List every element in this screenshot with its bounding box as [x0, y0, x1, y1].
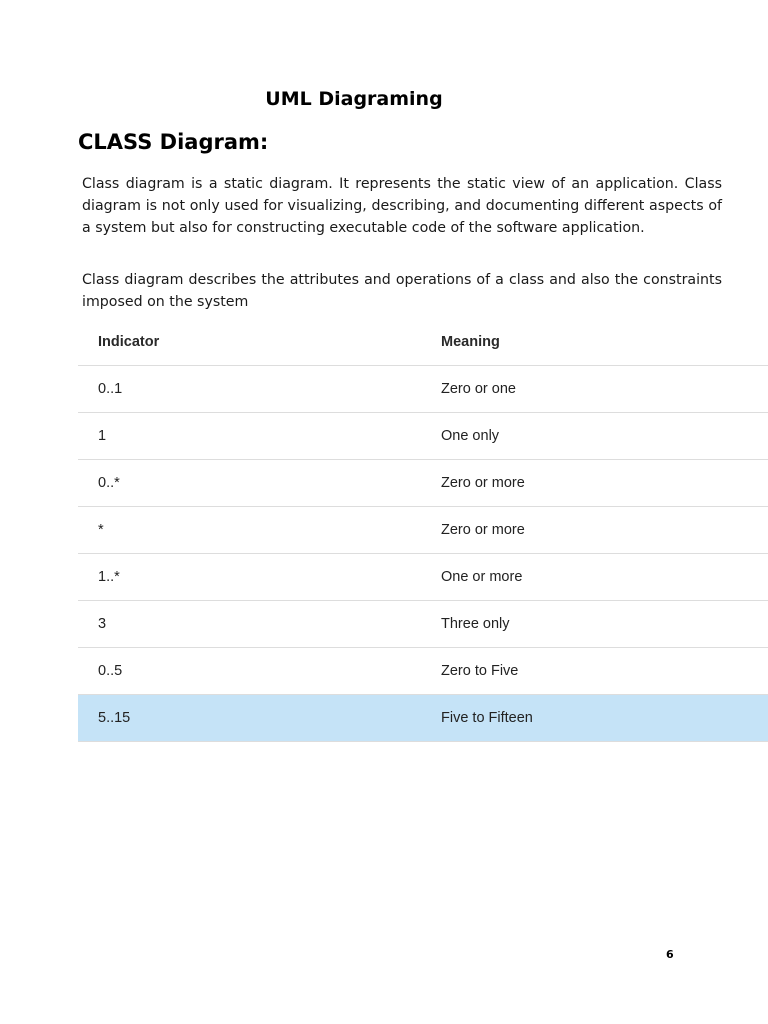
multiplicity-table	[78, 318, 768, 742]
header-indicator: Indicator	[78, 318, 421, 366]
indicator-cell: 1..*	[78, 554, 421, 601]
table-header-row	[78, 318, 768, 366]
table-row	[78, 413, 768, 460]
header-meaning: Meaning	[421, 318, 768, 366]
indicator-cell: 0..5	[78, 648, 421, 695]
meaning-cell: Zero or one	[421, 366, 768, 413]
indicator-cell: 0..1	[78, 366, 421, 413]
intro-paragraph: Class diagram is a static diagram. It represents the static view of an application. Class diagram is not only used for visualizing, describing, and documenting different aspects of a system but also for constructing executable code of the software application.	[82, 176, 722, 236]
meaning-cell: Five to Fifteen	[421, 695, 768, 742]
document-title: UML Diagraming	[265, 88, 443, 110]
table-row	[78, 648, 768, 695]
page-number: 6	[666, 948, 674, 961]
meaning-cell: Three only	[421, 601, 768, 648]
table-row	[78, 460, 768, 507]
indicator-cell: 3	[78, 601, 421, 648]
meaning-cell: One only	[421, 413, 768, 460]
indicator-cell: 0..*	[78, 460, 421, 507]
indicator-cell: 1	[78, 413, 421, 460]
indicator-cell: *	[78, 507, 421, 554]
indicator-cell: 5..15	[78, 695, 421, 742]
table-row	[78, 554, 768, 601]
table-row	[78, 507, 768, 554]
table-row	[78, 601, 768, 648]
description-paragraph: Class diagram describes the attributes and operations of a class and also the constraints imposed on the system	[82, 272, 722, 310]
meaning-cell: One or more	[421, 554, 768, 601]
section-heading: CLASS Diagram:	[78, 130, 269, 154]
meaning-cell: Zero or more	[421, 460, 768, 507]
table-row	[78, 366, 768, 413]
meaning-cell: Zero or more	[421, 507, 768, 554]
meaning-cell: Zero to Five	[421, 648, 768, 695]
table-row-highlighted	[78, 695, 768, 742]
